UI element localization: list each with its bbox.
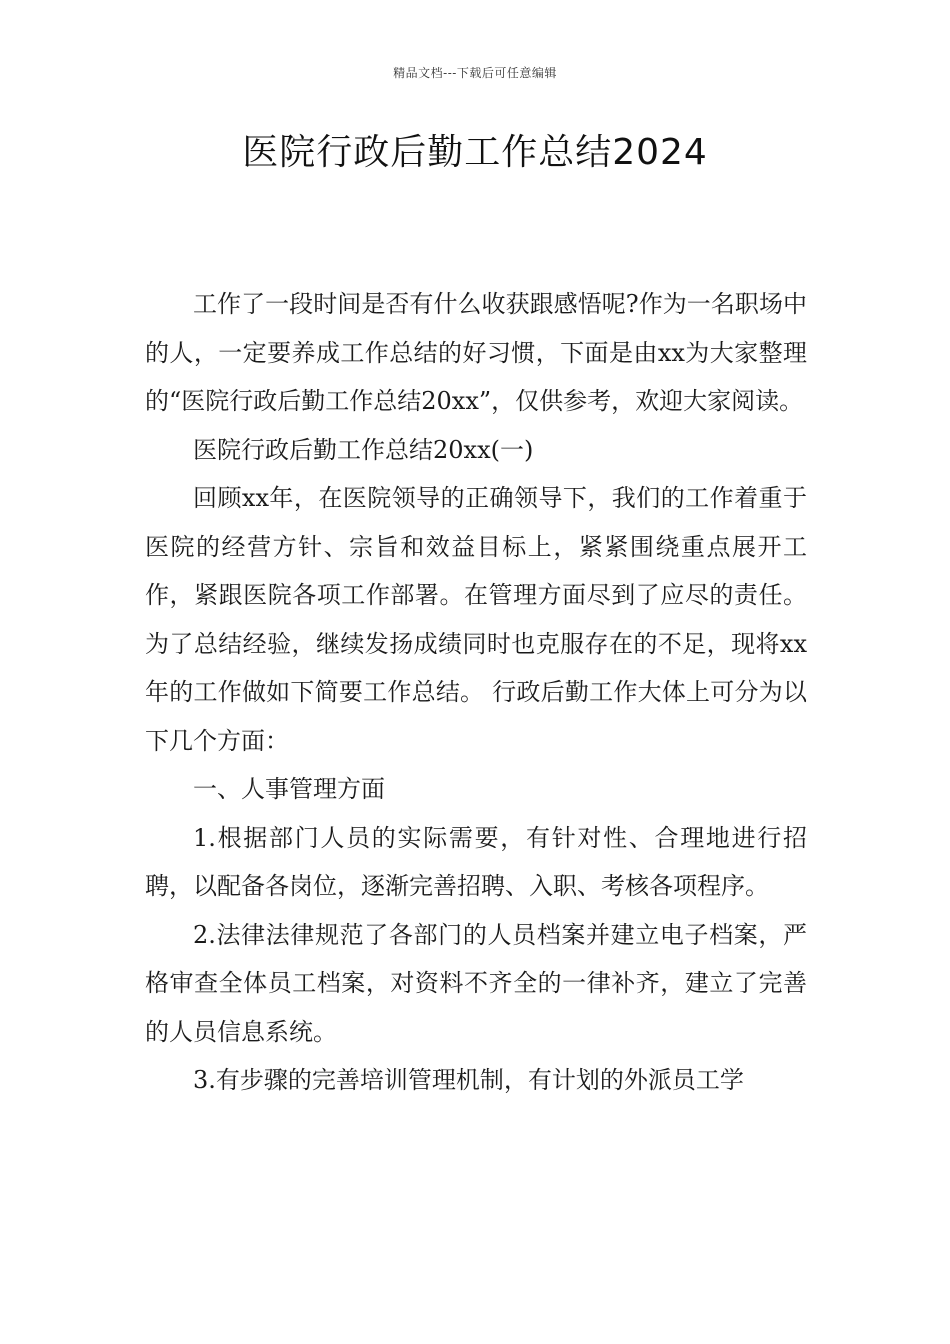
paragraph-item-3: 3.有步骤的完善培训管理机制，有计划的外派员工学 [193,1066,744,1094]
paragraph-item-2: 2.法律法律规范了各部门的人员档案并建立电子档案，严格审查全体员工档案，对资料不齐全的一律补齐，建立了完善的人员信息系统。 [145,920,807,1046]
document-body [145,280,807,1105]
paragraph-section-heading: 医院行政后勤工作总结20xx(一) [193,435,534,464]
document-title: 医院行政后勤工作总结2024 [242,132,708,173]
paragraph-review: 回顾xx年，在医院领导的正确领导下，我们的工作着重于医院的经营方针、宗旨和效益目标上，紧紧围绕重点展开工作，紧跟医院各项工作部署。在管理方面尽到了应尽的责任。为了总结经验，继续发扬成绩同时也克服存在的不足，现将xx年的工作做如下简要工作总结。 行政后勤工作大体上可分为以下几个方面： [145,484,807,755]
paragraph-hr-heading: 一、人事管理方面 [193,775,385,803]
header-note: 精品文档---下载后可任意编辑 [393,66,557,80]
paragraph-item-1: 1.根据部门人员的实际需要，有针对性、合理地进行招聘，以配备各岗位，逐渐完善招聘、入职、考核各项程序。 [145,823,807,900]
paragraph-intro: 工作了一段时间是否有什么收获跟感悟呢?作为一名职场中的人，一定要养成工作总结的好习惯，下面是由xx为大家整理的“医院行政后勤工作总结20xx”，仅供参考，欢迎大家阅读。 [145,290,807,415]
